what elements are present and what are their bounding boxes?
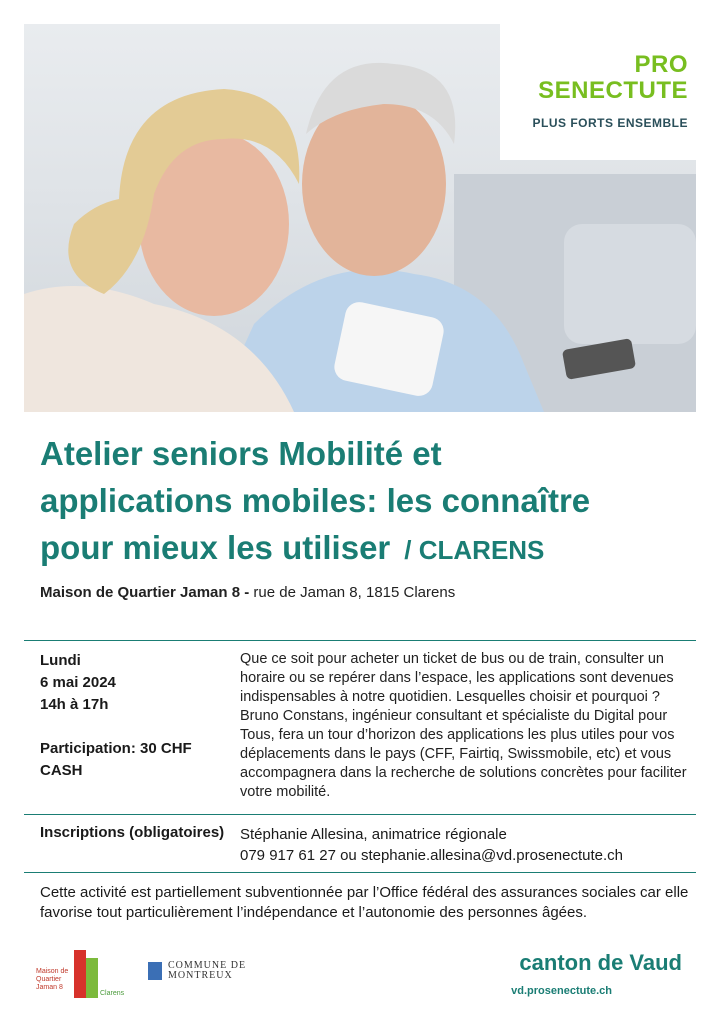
event-time: 14h à 17h	[40, 696, 109, 713]
website-link[interactable]: vd.prosenectute.ch	[511, 985, 612, 997]
commune-line-1: COMMUNE DE	[168, 960, 247, 971]
contact-person: Stéphanie Allesina, animatrice régionale	[240, 826, 507, 843]
commune-line-2: MONTREUX	[168, 970, 233, 981]
participation-fee: Participation: 30 CHF	[40, 740, 192, 757]
pro-senectute-logo	[500, 24, 696, 160]
street-address: rue de Jaman 8, 1815 Clarens	[253, 584, 456, 601]
inscriptions-label: Inscriptions (obligatoires)	[40, 824, 225, 841]
logo-senectute-text: SENECTUTE	[538, 77, 688, 104]
title-line-3	[40, 524, 700, 574]
venue-name: Maison de Quartier Jaman 8 -	[40, 584, 250, 601]
logo-tagline: PLUS FORTS ENSEMBLE	[532, 116, 688, 130]
contact-phone-email[interactable]: 079 917 61 27 ou stephanie.allesina@vd.prosenectute.ch	[240, 847, 624, 864]
event-title	[40, 430, 700, 574]
inscriptions-contact	[240, 824, 623, 866]
maison-line-2: Quartier	[36, 976, 62, 983]
logo-pro-text: PRO	[634, 51, 688, 78]
event-description: Que ce soit pour acheter un ticket de bus ou de train, consulter un horaire ou se repérer dans l’espace, les applications sont devenues indispensables à notre quotidien. Lesquelles choisir et pourquoi ? Bruno Constans, ingénieur consultant et spécialiste du Digital pour Tous, fera un tour d’horizon des applications les plus utiles pour vos déplacements dans le pays (CFF, Fairtiq, Swissmobile, etc) et vous accompagnera dans la recherche de solutions concrètes pour faciliter votre mobilité.	[240, 651, 687, 800]
event-day: Lundi	[40, 652, 81, 669]
subsidy-note: Cette activité est partiellement subventionnée par l’Office fédéral des assurances sociales car elle favorise tout particulièrement l’indépendance et l’autonomie des personnes âgées.	[40, 884, 689, 921]
maison-line-1: Maison de	[36, 968, 69, 975]
payment-method: CASH	[40, 762, 83, 779]
commune-montreux-logo	[148, 960, 246, 982]
maison-de-quartier-text	[36, 968, 68, 992]
divider-top	[24, 640, 696, 641]
title-line-2: applications mobiles: les connaître	[40, 482, 591, 519]
title-line-1: Atelier seniors Mobilité et	[40, 435, 442, 472]
event-date: 6 mai 2024	[40, 674, 116, 691]
canton-de-vaud-logo: canton de Vaud	[519, 950, 682, 975]
maison-line-3: Jaman 8	[36, 984, 63, 991]
montreux-shield-icon	[148, 962, 162, 980]
divider-middle	[24, 814, 696, 815]
title-location: / CLARENS	[404, 535, 545, 565]
event-address	[40, 584, 455, 601]
event-details	[40, 650, 230, 782]
divider-bottom	[24, 872, 696, 873]
title-line-3-text: pour mieux les utiliser	[40, 529, 391, 566]
clarens-label: Clarens	[100, 990, 125, 997]
